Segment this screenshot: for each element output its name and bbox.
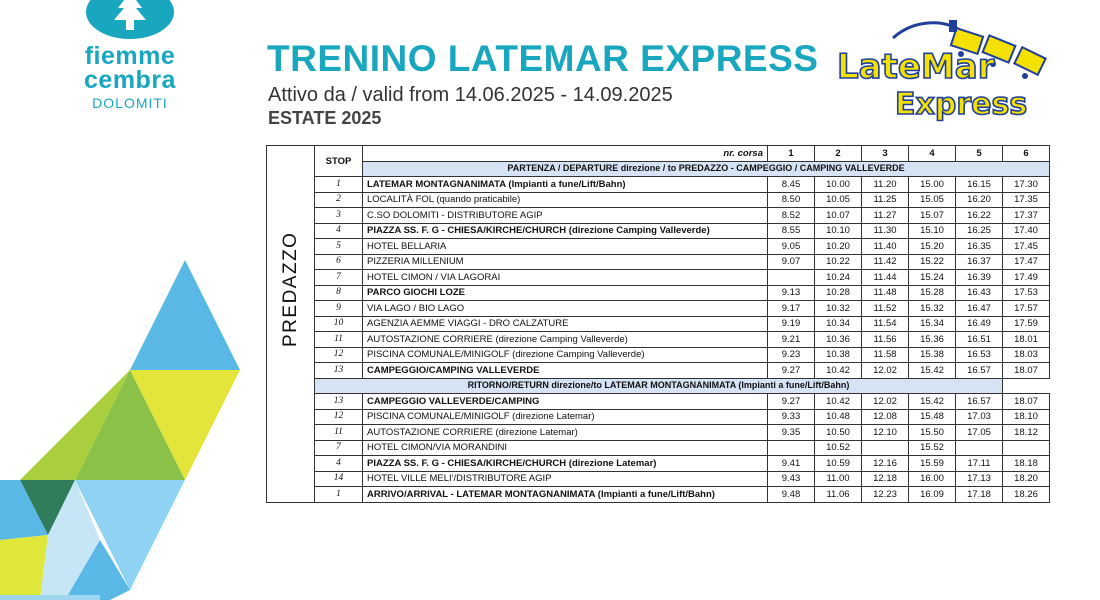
departure-time: 9.13 xyxy=(768,285,815,301)
stop-name: AUTOSTAZIONE CORRIERE (direzione Camping Valleverde) xyxy=(363,332,768,348)
departure-time: 17.37 xyxy=(1003,208,1050,224)
departure-time: 15.07 xyxy=(909,208,956,224)
stop-row xyxy=(267,239,1050,255)
departure-time xyxy=(1003,440,1050,456)
departure-time: 10.38 xyxy=(815,347,862,363)
stop-number: 12 xyxy=(315,409,363,425)
stop-number: 1 xyxy=(315,487,363,503)
departure-time: 18.20 xyxy=(1003,471,1050,487)
stop-row xyxy=(267,471,1050,487)
departure-time: 15.42 xyxy=(909,363,956,379)
stop-row xyxy=(267,192,1050,208)
departure-time: 9.35 xyxy=(768,425,815,441)
departure-time: 10.05 xyxy=(815,192,862,208)
stop-name: VIA LAGO / BIO LAGO xyxy=(363,301,768,317)
departure-time: 17.05 xyxy=(956,425,1003,441)
departure-time: 16.09 xyxy=(909,487,956,503)
validity-dates: Attivo da / valid from 14.06.2025 - 14.09.2025 xyxy=(268,84,673,106)
departure-time: 10.50 xyxy=(815,425,862,441)
stop-row xyxy=(267,301,1050,317)
departure-time: 12.18 xyxy=(862,471,909,487)
departure-time: 17.18 xyxy=(956,487,1003,503)
stop-name: PIZZERIA MILLENIUM xyxy=(363,254,768,270)
departure-time: 10.48 xyxy=(815,409,862,425)
stop-name: LATEMAR MONTAGNANIMATA (Impianti a fune/Lift/Bahn) xyxy=(363,177,768,193)
stop-number: 9 xyxy=(315,301,363,317)
stop-row xyxy=(267,409,1050,425)
departure-time: 10.32 xyxy=(815,301,862,317)
stop-number: 4 xyxy=(315,223,363,239)
stop-name: LOCALITÀ FOL (quando praticabile) xyxy=(363,192,768,208)
departure-time: 8.52 xyxy=(768,208,815,224)
departure-time: 9.48 xyxy=(768,487,815,503)
fiemme-cembra-logo xyxy=(40,0,220,115)
departure-time: 9.41 xyxy=(768,456,815,472)
departure-time: 17.57 xyxy=(1003,301,1050,317)
departure-time: 15.32 xyxy=(909,301,956,317)
departure-time: 16.49 xyxy=(956,316,1003,332)
departure-time: 16.15 xyxy=(956,177,1003,193)
stop-header: STOP xyxy=(315,146,363,177)
stop-number: 7 xyxy=(315,270,363,286)
stop-name: HOTEL CIMON/VIA MORANDINI xyxy=(363,440,768,456)
departure-time: 15.10 xyxy=(909,223,956,239)
stop-name: C.SO DOLOMITI - DISTRIBUTORE AGIP xyxy=(363,208,768,224)
departure-time: 17.53 xyxy=(1003,285,1050,301)
stop-name: PISCINA COMUNALE/MINIGOLF (direzione Camping Valleverde) xyxy=(363,347,768,363)
departure-time: 9.19 xyxy=(768,316,815,332)
departure-time: 16.00 xyxy=(909,471,956,487)
departure-time xyxy=(956,440,1003,456)
corsa-label: nr. corsa xyxy=(363,146,768,162)
run-number-4: 4 xyxy=(909,146,956,162)
outbound-direction-title-row xyxy=(267,161,1050,177)
departure-time: 10.07 xyxy=(815,208,862,224)
departure-time: 9.27 xyxy=(768,363,815,379)
departure-time: 11.06 xyxy=(815,487,862,503)
logo-text-express: Express xyxy=(895,87,1028,122)
stop-number: 3 xyxy=(315,208,363,224)
departure-time: 9.17 xyxy=(768,301,815,317)
departure-time: 10.10 xyxy=(815,223,862,239)
departure-time: 9.07 xyxy=(768,254,815,270)
departure-time: 15.48 xyxy=(909,409,956,425)
stop-name: CAMPEGGIO/CAMPING VALLEVERDE xyxy=(363,363,768,379)
stop-name: PIAZZA SS. F. G - CHIESA/KIRCHE/CHURCH (direzione Camping Valleverde) xyxy=(363,223,768,239)
departure-time: 11.30 xyxy=(862,223,909,239)
departure-time: 16.25 xyxy=(956,223,1003,239)
departure-time: 15.38 xyxy=(909,347,956,363)
departure-time: 15.42 xyxy=(909,394,956,410)
stop-row xyxy=(267,456,1050,472)
stop-row xyxy=(267,363,1050,379)
tree-emblem-icon xyxy=(40,0,220,42)
departure-time: 9.27 xyxy=(768,394,815,410)
stop-number: 7 xyxy=(315,440,363,456)
departure-time: 9.33 xyxy=(768,409,815,425)
departure-time: 8.50 xyxy=(768,192,815,208)
departure-time: 17.49 xyxy=(1003,270,1050,286)
departure-time: 15.52 xyxy=(909,440,956,456)
stop-number: 11 xyxy=(315,332,363,348)
stop-number: 8 xyxy=(315,285,363,301)
stop-row xyxy=(267,254,1050,270)
departure-time: 15.00 xyxy=(909,177,956,193)
departure-time: 11.56 xyxy=(862,332,909,348)
stop-row xyxy=(267,425,1050,441)
stop-name: CAMPEGGIO VALLEVERDE/CAMPING xyxy=(363,394,768,410)
latemar-express-logo xyxy=(833,10,1053,122)
logo-text-latemar: LateMar xyxy=(837,47,995,87)
stop-row xyxy=(267,208,1050,224)
stop-number: 1 xyxy=(315,177,363,193)
departure-time: 15.05 xyxy=(909,192,956,208)
departure-time: 17.11 xyxy=(956,456,1003,472)
departure-time: 15.36 xyxy=(909,332,956,348)
departure-time xyxy=(862,440,909,456)
departure-time: 11.48 xyxy=(862,285,909,301)
departure-time: 16.57 xyxy=(956,363,1003,379)
departure-time: 16.35 xyxy=(956,239,1003,255)
return-direction-title: RITORNO/RETURN direzione/to LATEMAR MONTAGNANIMATA (Impianti a fune/Lift/Bahn) xyxy=(315,378,1003,394)
stop-row xyxy=(267,347,1050,363)
departure-time: 16.37 xyxy=(956,254,1003,270)
departure-time: 15.34 xyxy=(909,316,956,332)
run-number-1: 1 xyxy=(768,146,815,162)
stop-name: ARRIVO/ARRIVAL - LATEMAR MONTAGNANIMATA (Impianti a fune/Lift/Bahn) xyxy=(363,487,768,503)
departure-time: 11.25 xyxy=(862,192,909,208)
stop-name: PISCINA COMUNALE/MINIGOLF (direzione Latemar) xyxy=(363,409,768,425)
departure-time: 15.22 xyxy=(909,254,956,270)
departure-time: 16.51 xyxy=(956,332,1003,348)
departure-time: 11.42 xyxy=(862,254,909,270)
stop-row xyxy=(267,487,1050,503)
stop-row xyxy=(267,177,1050,193)
departure-time: 10.22 xyxy=(815,254,862,270)
departure-time: 11.58 xyxy=(862,347,909,363)
departure-time xyxy=(768,440,815,456)
departure-time: 15.20 xyxy=(909,239,956,255)
departure-time: 15.24 xyxy=(909,270,956,286)
departure-time: 18.18 xyxy=(1003,456,1050,472)
departure-time: 18.26 xyxy=(1003,487,1050,503)
departure-time: 9.21 xyxy=(768,332,815,348)
logo-text-dolomiti: DOLOMITI xyxy=(92,95,168,111)
departure-time: 8.55 xyxy=(768,223,815,239)
departure-time: 17.13 xyxy=(956,471,1003,487)
season-label: ESTATE 2025 xyxy=(268,108,382,128)
run-number-row xyxy=(267,146,1050,162)
decorative-triangles xyxy=(0,240,250,600)
stop-name: AUTOSTAZIONE CORRIERE (direzione Latemar) xyxy=(363,425,768,441)
departure-time: 18.01 xyxy=(1003,332,1050,348)
stop-row xyxy=(267,332,1050,348)
departure-time: 16.57 xyxy=(956,394,1003,410)
outbound-direction-title: PARTENZA / DEPARTURE direzione / to PREDAZZO - CAMPEGGIO / CAMPING VALLEVERDE xyxy=(363,161,1050,177)
run-number-3: 3 xyxy=(862,146,909,162)
departure-time: 12.08 xyxy=(862,409,909,425)
departure-time: 9.23 xyxy=(768,347,815,363)
stop-name: AGENZIA AEMME VIAGGI - DRO CALZATURE xyxy=(363,316,768,332)
departure-time: 10.36 xyxy=(815,332,862,348)
departure-time: 11.52 xyxy=(862,301,909,317)
departure-time: 12.10 xyxy=(862,425,909,441)
departure-time: 15.50 xyxy=(909,425,956,441)
departure-time: 10.24 xyxy=(815,270,862,286)
departure-time: 16.39 xyxy=(956,270,1003,286)
stop-row xyxy=(267,285,1050,301)
run-number-5: 5 xyxy=(956,146,1003,162)
departure-time: 12.02 xyxy=(862,363,909,379)
departure-time: 8.45 xyxy=(768,177,815,193)
stop-number: 14 xyxy=(315,471,363,487)
departure-time: 10.20 xyxy=(815,239,862,255)
departure-time: 18.12 xyxy=(1003,425,1050,441)
stop-row xyxy=(267,223,1050,239)
stop-number: 13 xyxy=(315,394,363,410)
departure-time: 10.42 xyxy=(815,394,862,410)
departure-time xyxy=(768,270,815,286)
departure-time: 9.05 xyxy=(768,239,815,255)
return-direction-title-row xyxy=(267,378,1050,394)
departure-time: 11.27 xyxy=(862,208,909,224)
departure-time: 16.22 xyxy=(956,208,1003,224)
stop-name: PIAZZA SS. F. G - CHIESA/KIRCHE/CHURCH (direzione Latemar) xyxy=(363,456,768,472)
departure-time: 17.30 xyxy=(1003,177,1050,193)
stop-number: 4 xyxy=(315,456,363,472)
departure-time: 16.43 xyxy=(956,285,1003,301)
departure-time: 18.03 xyxy=(1003,347,1050,363)
stop-number: 5 xyxy=(315,239,363,255)
departure-time: 16.20 xyxy=(956,192,1003,208)
departure-time: 17.45 xyxy=(1003,239,1050,255)
run-number-6: 6 xyxy=(1003,146,1050,162)
departure-time: 17.35 xyxy=(1003,192,1050,208)
city-column xyxy=(267,146,315,503)
stop-number: 13 xyxy=(315,363,363,379)
departure-time: 11.40 xyxy=(862,239,909,255)
city-label: PREDAZZO xyxy=(280,231,301,348)
stop-row xyxy=(267,440,1050,456)
departure-time: 10.42 xyxy=(815,363,862,379)
departure-time: 16.47 xyxy=(956,301,1003,317)
run-number-2: 2 xyxy=(815,146,862,162)
stop-row xyxy=(267,270,1050,286)
departure-time: 12.23 xyxy=(862,487,909,503)
departure-time: 10.34 xyxy=(815,316,862,332)
stop-number: 11 xyxy=(315,425,363,441)
departure-time: 11.00 xyxy=(815,471,862,487)
stop-name: HOTEL CIMON / VIA LAGORAI xyxy=(363,270,768,286)
stop-number: 2 xyxy=(315,192,363,208)
departure-time: 10.28 xyxy=(815,285,862,301)
departure-time: 17.03 xyxy=(956,409,1003,425)
departure-time: 15.28 xyxy=(909,285,956,301)
stop-row xyxy=(267,394,1050,410)
departure-time: 17.40 xyxy=(1003,223,1050,239)
departure-time: 12.02 xyxy=(862,394,909,410)
stop-name: HOTEL VILLE MELI'/DISTRIBUTORE AGIP xyxy=(363,471,768,487)
departure-time: 15.59 xyxy=(909,456,956,472)
departure-time: 11.20 xyxy=(862,177,909,193)
departure-time: 10.59 xyxy=(815,456,862,472)
departure-time: 18.07 xyxy=(1003,363,1050,379)
departure-time: 17.47 xyxy=(1003,254,1050,270)
stop-name: HOTEL BELLARIA xyxy=(363,239,768,255)
logo-text-cembra: cembra xyxy=(84,66,176,94)
departure-time: 16.53 xyxy=(956,347,1003,363)
stop-name: PARCO GIOCHI LOZE xyxy=(363,285,768,301)
timetable xyxy=(266,145,1050,503)
departure-time: 11.54 xyxy=(862,316,909,332)
page-title: TRENINO LATEMAR EXPRESS xyxy=(267,38,819,79)
logo-text-fiemme: fiemme xyxy=(84,42,176,70)
stop-number: 10 xyxy=(315,316,363,332)
stop-number: 6 xyxy=(315,254,363,270)
departure-time: 10.52 xyxy=(815,440,862,456)
departure-time: 11.44 xyxy=(862,270,909,286)
stop-number: 12 xyxy=(315,347,363,363)
departure-time: 17.59 xyxy=(1003,316,1050,332)
stop-row xyxy=(267,316,1050,332)
departure-time: 10.00 xyxy=(815,177,862,193)
departure-time: 9.43 xyxy=(768,471,815,487)
departure-time: 18.10 xyxy=(1003,409,1050,425)
departure-time: 12.16 xyxy=(862,456,909,472)
departure-time: 18.07 xyxy=(1003,394,1050,410)
